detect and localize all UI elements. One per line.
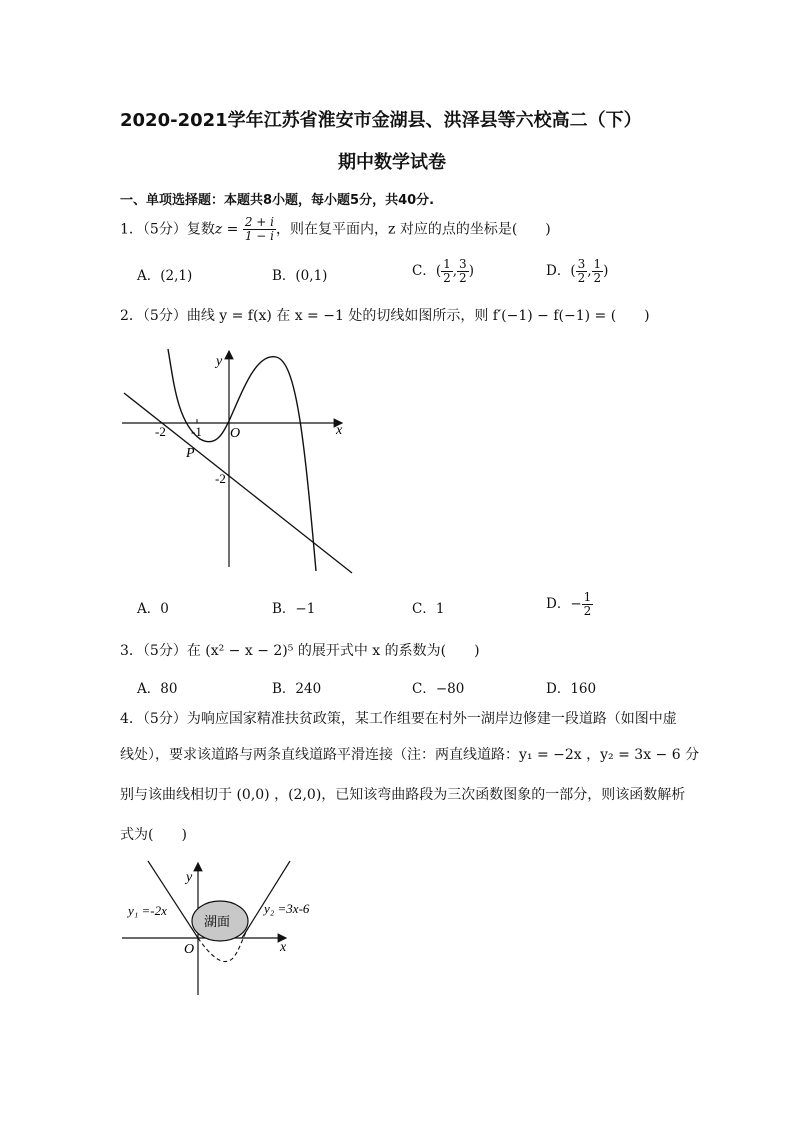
q2-option-b[interactable]: B．−1 xyxy=(272,601,316,617)
q2-d-frac xyxy=(582,591,594,618)
q1-c-label: C．( xyxy=(412,263,442,279)
q4-graph xyxy=(118,855,318,1000)
q1-c-n2: 3 xyxy=(459,257,467,271)
q1-eq: = xyxy=(222,221,243,238)
q2-option-a[interactable]: A．0 xyxy=(137,601,169,617)
q4-line-y2 xyxy=(242,861,290,938)
q1-d-d2: 2 xyxy=(593,271,602,285)
q1-c-n1: 1 xyxy=(443,257,451,271)
question-3: 3．（5分）在 (x² − x − 2)⁵ 的展开式中 x 的系数为( ) xyxy=(120,643,480,659)
q4-lake-label: 湖面 xyxy=(204,914,231,929)
q4-y-label: y xyxy=(186,870,193,885)
q1-suffix: ，则在复平面内，z 对应的点的坐标是( ) xyxy=(276,221,551,238)
q1-d-n1: 3 xyxy=(577,257,586,271)
q1-c-d1: 2 xyxy=(443,271,451,285)
q2-option-d[interactable] xyxy=(546,591,593,618)
question-4-line-3: 别与该曲线相切于 (0,0) ，(2,0)，已知该弯曲路段为三次函数图象的一部分，则该函数解析 xyxy=(120,787,686,803)
q1-option-c[interactable]: C．( $\frac{1}{2}$ , $\frac{3}{2}$ ) xyxy=(412,257,474,285)
q2-x-label: x xyxy=(336,423,343,438)
q2-d-den: 2 xyxy=(583,604,592,618)
q2-d-label: D．− xyxy=(546,596,582,612)
q1-option-a[interactable]: A．(2,1) xyxy=(137,268,193,284)
q1-fraction xyxy=(243,216,276,243)
q1-d-n2: 1 xyxy=(593,257,602,271)
q1-c-frac2 xyxy=(457,258,469,285)
q2-y-label: y xyxy=(216,354,223,369)
q2-d-num: 1 xyxy=(583,590,592,604)
question-4-line-4: 式为( ) xyxy=(120,827,187,843)
q2-tangent-line xyxy=(124,393,352,573)
q3-option-b[interactable]: B．240 xyxy=(272,681,322,697)
q4-y1-label: y₁ =-2x xyxy=(128,903,167,918)
q1-num: 2 + i xyxy=(244,215,275,229)
q1-c-d2: 2 xyxy=(459,271,467,285)
q3-option-d[interactable]: D．160 xyxy=(546,681,597,697)
question-4-line-1: 4．（5分）为响应国家精准扶贫政策，某工作组要在村外一湖岸边修建一段道路（如图中虚 xyxy=(120,711,677,727)
section-heading: 一、单项选择题：本题共8小题，每小题5分，共40分. xyxy=(120,193,435,208)
q4-y2-label: y₂ =3x-6 xyxy=(264,901,310,916)
q4-x-label: x xyxy=(280,940,287,955)
q1-prefix: 1．（5分）复数 xyxy=(120,221,215,238)
q3-option-a[interactable]: A．80 xyxy=(137,681,178,697)
question-1 xyxy=(120,216,551,243)
q1-den: 1 − i xyxy=(244,229,275,243)
q4-origin: O xyxy=(184,942,195,957)
title-line-2: 期中数学试卷 xyxy=(338,152,446,173)
q2-tick-m2-label: -2 xyxy=(155,424,166,439)
q1-option-b[interactable]: B．(0,1) xyxy=(272,268,328,284)
q1-z: z xyxy=(214,221,223,238)
q2-option-c[interactable]: C．1 xyxy=(412,601,445,617)
q1-d-frac2 xyxy=(592,258,604,285)
q2-point-p-label: P xyxy=(186,446,195,461)
q1-d-d1: 2 xyxy=(577,271,586,285)
q1-c-frac1 xyxy=(441,258,453,285)
question-4-line-2: 线处），要求该道路与两条直线道路平滑连接（注：两直线道路：y₁ = −2x ，y₂ = 3x − 6 分 xyxy=(120,747,700,763)
title-line-1: 2020-2021学年江苏省淮安市金湖县、洪泽县等六校高二（下） xyxy=(120,110,642,131)
q2-tick-m1-label: -1 xyxy=(191,424,202,439)
q1-d-label: D．( xyxy=(546,263,576,279)
q1-option-d[interactable]: D．( $\frac{3}{2}$ , $\frac{1}{2}$ ) xyxy=(546,257,609,285)
question-2: 2．（5分）曲线 y = f(x) 在 x = −1 处的切线如图所示，则 f′(−1) − f(−1) = ( ) xyxy=(120,308,650,324)
q3-option-c[interactable]: C．−80 xyxy=(412,681,465,697)
q2-graph xyxy=(118,345,358,577)
q1-d-frac1 xyxy=(576,258,588,285)
q2-origin: O xyxy=(230,426,241,441)
q2-tick-y-m2-label: -2 xyxy=(215,471,226,486)
